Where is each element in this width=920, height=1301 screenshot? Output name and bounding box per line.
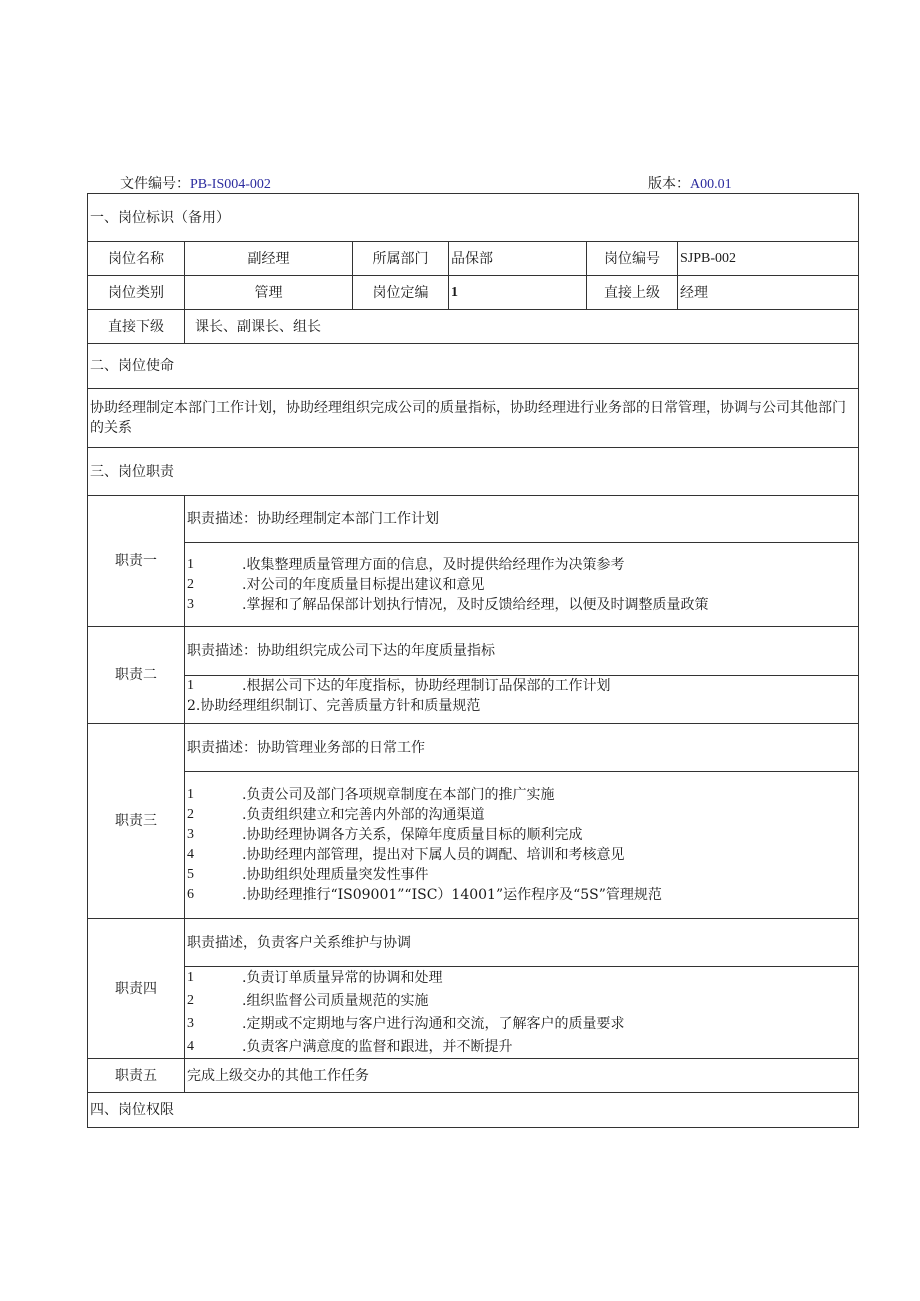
position-name-value: 副经理 (185, 242, 353, 276)
list-item: 1 .收集整理质量管理方面的信息，及时提供给经理作为决策参考 (187, 556, 625, 573)
file-number-value: PB-IS004-002 (190, 177, 271, 192)
position-type-value: 管理 (185, 276, 353, 310)
subordinate-value: 课长、副课长、组长 (185, 310, 859, 344)
info-row-3 (88, 310, 859, 344)
duty-2-label: 职责二 (88, 627, 185, 724)
duty-5-text: 完成上级交办的其他工作任务 (185, 1059, 859, 1093)
duty-2-desc-row (88, 627, 859, 676)
job-description-table (87, 193, 859, 1128)
version-label: 版本： (648, 176, 690, 192)
subordinate-label: 直接下级 (88, 310, 185, 344)
list-item: 1 .根据公司下达的年度指标，协助经理制订品保部的工作计划 (187, 678, 611, 694)
mission-text: 协助经理制定本部门工作计划，协助经理组织完成公司的质量指标，协助经理进行业务部的日常管理，协调与公司其他部门的关系 (88, 389, 859, 448)
version-value: A00.01 (690, 177, 732, 192)
section-4-title: 四、岗位权限 (88, 1093, 859, 1128)
section-1-header (88, 194, 859, 242)
duty-4-desc: 职责描述，负责客户关系维护与协调 (185, 919, 859, 967)
list-item: 2 .对公司的年度质量目标提出建议和意见 (187, 576, 485, 593)
superior-value: 经理 (678, 276, 859, 310)
info-row-1 (88, 242, 859, 276)
duty-4-label: 职责四 (88, 919, 185, 1059)
department-label: 所属部门 (353, 242, 449, 276)
duty-2-desc: 职责描述：协助组织完成公司下达的年度质量指标 (185, 627, 859, 676)
file-number (120, 173, 271, 193)
file-number-label: 文件编号： (120, 176, 190, 192)
position-type-label: 岗位类别 (88, 276, 185, 310)
duty-1-items-row (88, 543, 859, 627)
list-item: 1 .负责公司及部门各项规章制度在本部门的推广实施 (187, 787, 555, 803)
info-row-2 (88, 276, 859, 310)
headcount-value: 1 (449, 276, 587, 310)
section-3-title: 三、岗位职责 (88, 448, 859, 496)
section-2-header (88, 344, 859, 389)
duty-3-items (185, 772, 859, 919)
list-item: 3 .掌握和了解品保部计划执行情况，及时反馈给经理，以便及时调整质量政策 (187, 596, 709, 613)
duty-3-desc: 职责描述：协助管理业务部的日常工作 (185, 724, 859, 772)
list-item: 1 .负责订单质量异常的协调和处理 (187, 970, 443, 986)
section-2-title: 二、岗位使命 (88, 344, 859, 389)
list-item: 4 .协助经理内部管理，提出对下属人员的调配、培训和考核意见 (187, 847, 625, 863)
duty-5-label: 职责五 (88, 1059, 185, 1093)
duty-4-desc-row (88, 919, 859, 967)
mission-row (88, 389, 859, 448)
duty-1-items (185, 543, 859, 627)
list-item: 4 .负责客户满意度的监督和跟进，并不断提升 (187, 1039, 513, 1055)
position-code-value: SJPB-002 (678, 242, 859, 276)
list-item: 5 .协助组织处理质量突发性事件 (187, 867, 429, 883)
list-item: 2 .负责组织建立和完善内外部的沟通渠道 (187, 807, 485, 823)
list-item: 3 .协助经理协调各方关系，保障年度质量目标的顺利完成 (187, 827, 583, 843)
duty-3-desc-row (88, 724, 859, 772)
position-name-label: 岗位名称 (88, 242, 185, 276)
duty-5-row (88, 1059, 859, 1093)
list-item: 6 .协助经理推行“IS09001”“ISC）14001”运作程序及“5S”管理规范 (187, 887, 662, 903)
duty-1-desc: 职责描述：协助经理制定本部门工作计划 (185, 496, 859, 543)
duty-3-label: 职责三 (88, 724, 185, 919)
duty-2-items (185, 676, 859, 724)
list-item: 3 .定期或不定期地与客户进行沟通和交流，了解客户的质量要求 (187, 1016, 625, 1032)
duty-4-items (185, 967, 859, 1059)
department-value: 品保部 (449, 242, 587, 276)
duty-4-items-row (88, 967, 859, 1059)
position-code-label: 岗位编号 (587, 242, 678, 276)
duty-1-label: 职责一 (88, 496, 185, 627)
version (648, 173, 732, 193)
section-4-header (88, 1093, 859, 1128)
duty-1-desc-row (88, 496, 859, 543)
duty-2-items-row (88, 676, 859, 724)
headcount-label: 岗位定编 (353, 276, 449, 310)
list-item: 2.协助经理组织制订、完善质量方针和质量规范 (187, 698, 481, 714)
list-item: 2 .组织监督公司质量规范的实施 (187, 993, 429, 1009)
section-1-title: 一、岗位标识（备用） (88, 194, 859, 242)
superior-label: 直接上级 (587, 276, 678, 310)
section-3-header (88, 448, 859, 496)
duty-3-items-row (88, 772, 859, 919)
